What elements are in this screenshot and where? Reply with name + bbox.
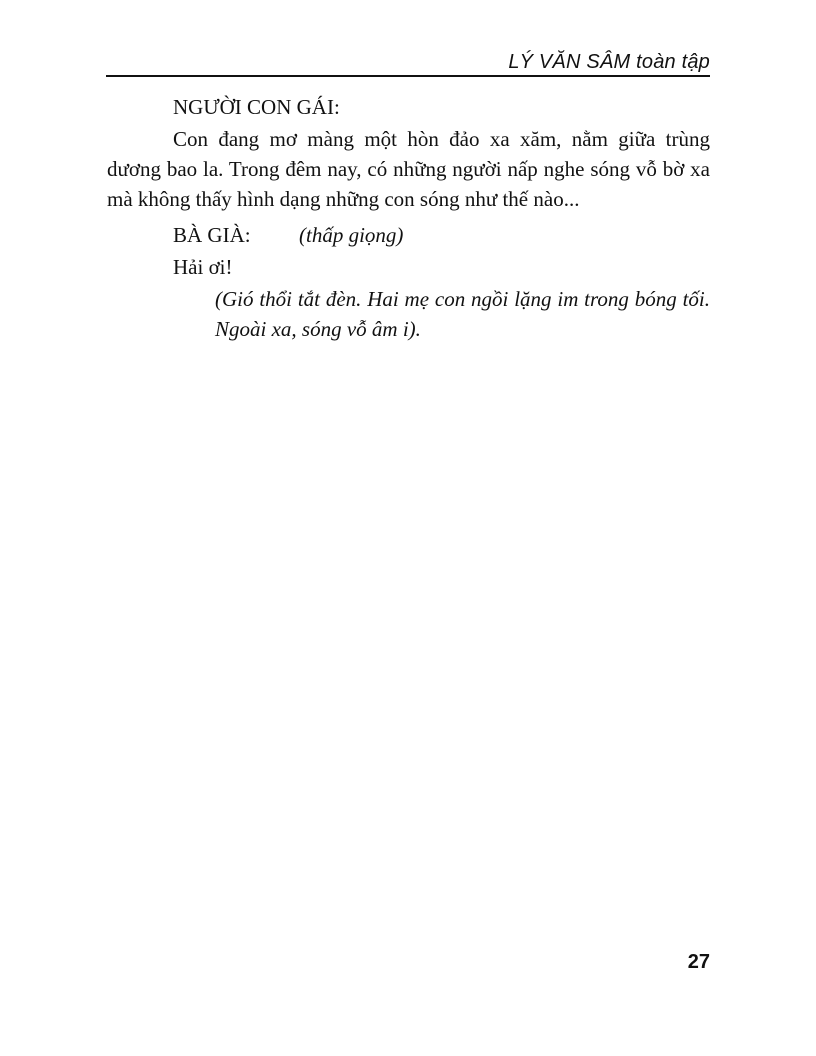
- page-content: [107, 92, 710, 344]
- stage-direction: (Gió thổi tắt đèn. Hai mẹ con ngồi lặng im trong bóng tối. Ngoài xa, sóng vỗ âm i).: [215, 287, 710, 341]
- inline-stage-direction: (thấp giọng): [299, 223, 404, 247]
- speaker-line: [173, 220, 710, 250]
- speaker-name: BÀ GIÀ:: [173, 223, 251, 247]
- speaker-name: NGƯỜI CON GÁI:: [173, 95, 340, 119]
- header-rule: [106, 75, 710, 77]
- dialogue-paragraph: Con đang mơ màng một hòn đảo xa xăm, nằm giữa trùng dương bao la. Trong đêm nay, có những người nấp nghe sóng vỗ bờ xa mà không thấy hình dạng những con sóng như thế nào...: [107, 127, 710, 211]
- dialogue-line: Hải ơi!: [173, 255, 233, 279]
- page-number: 27: [687, 951, 710, 973]
- running-header: LÝ VĂN SÂM toàn tập: [508, 51, 710, 73]
